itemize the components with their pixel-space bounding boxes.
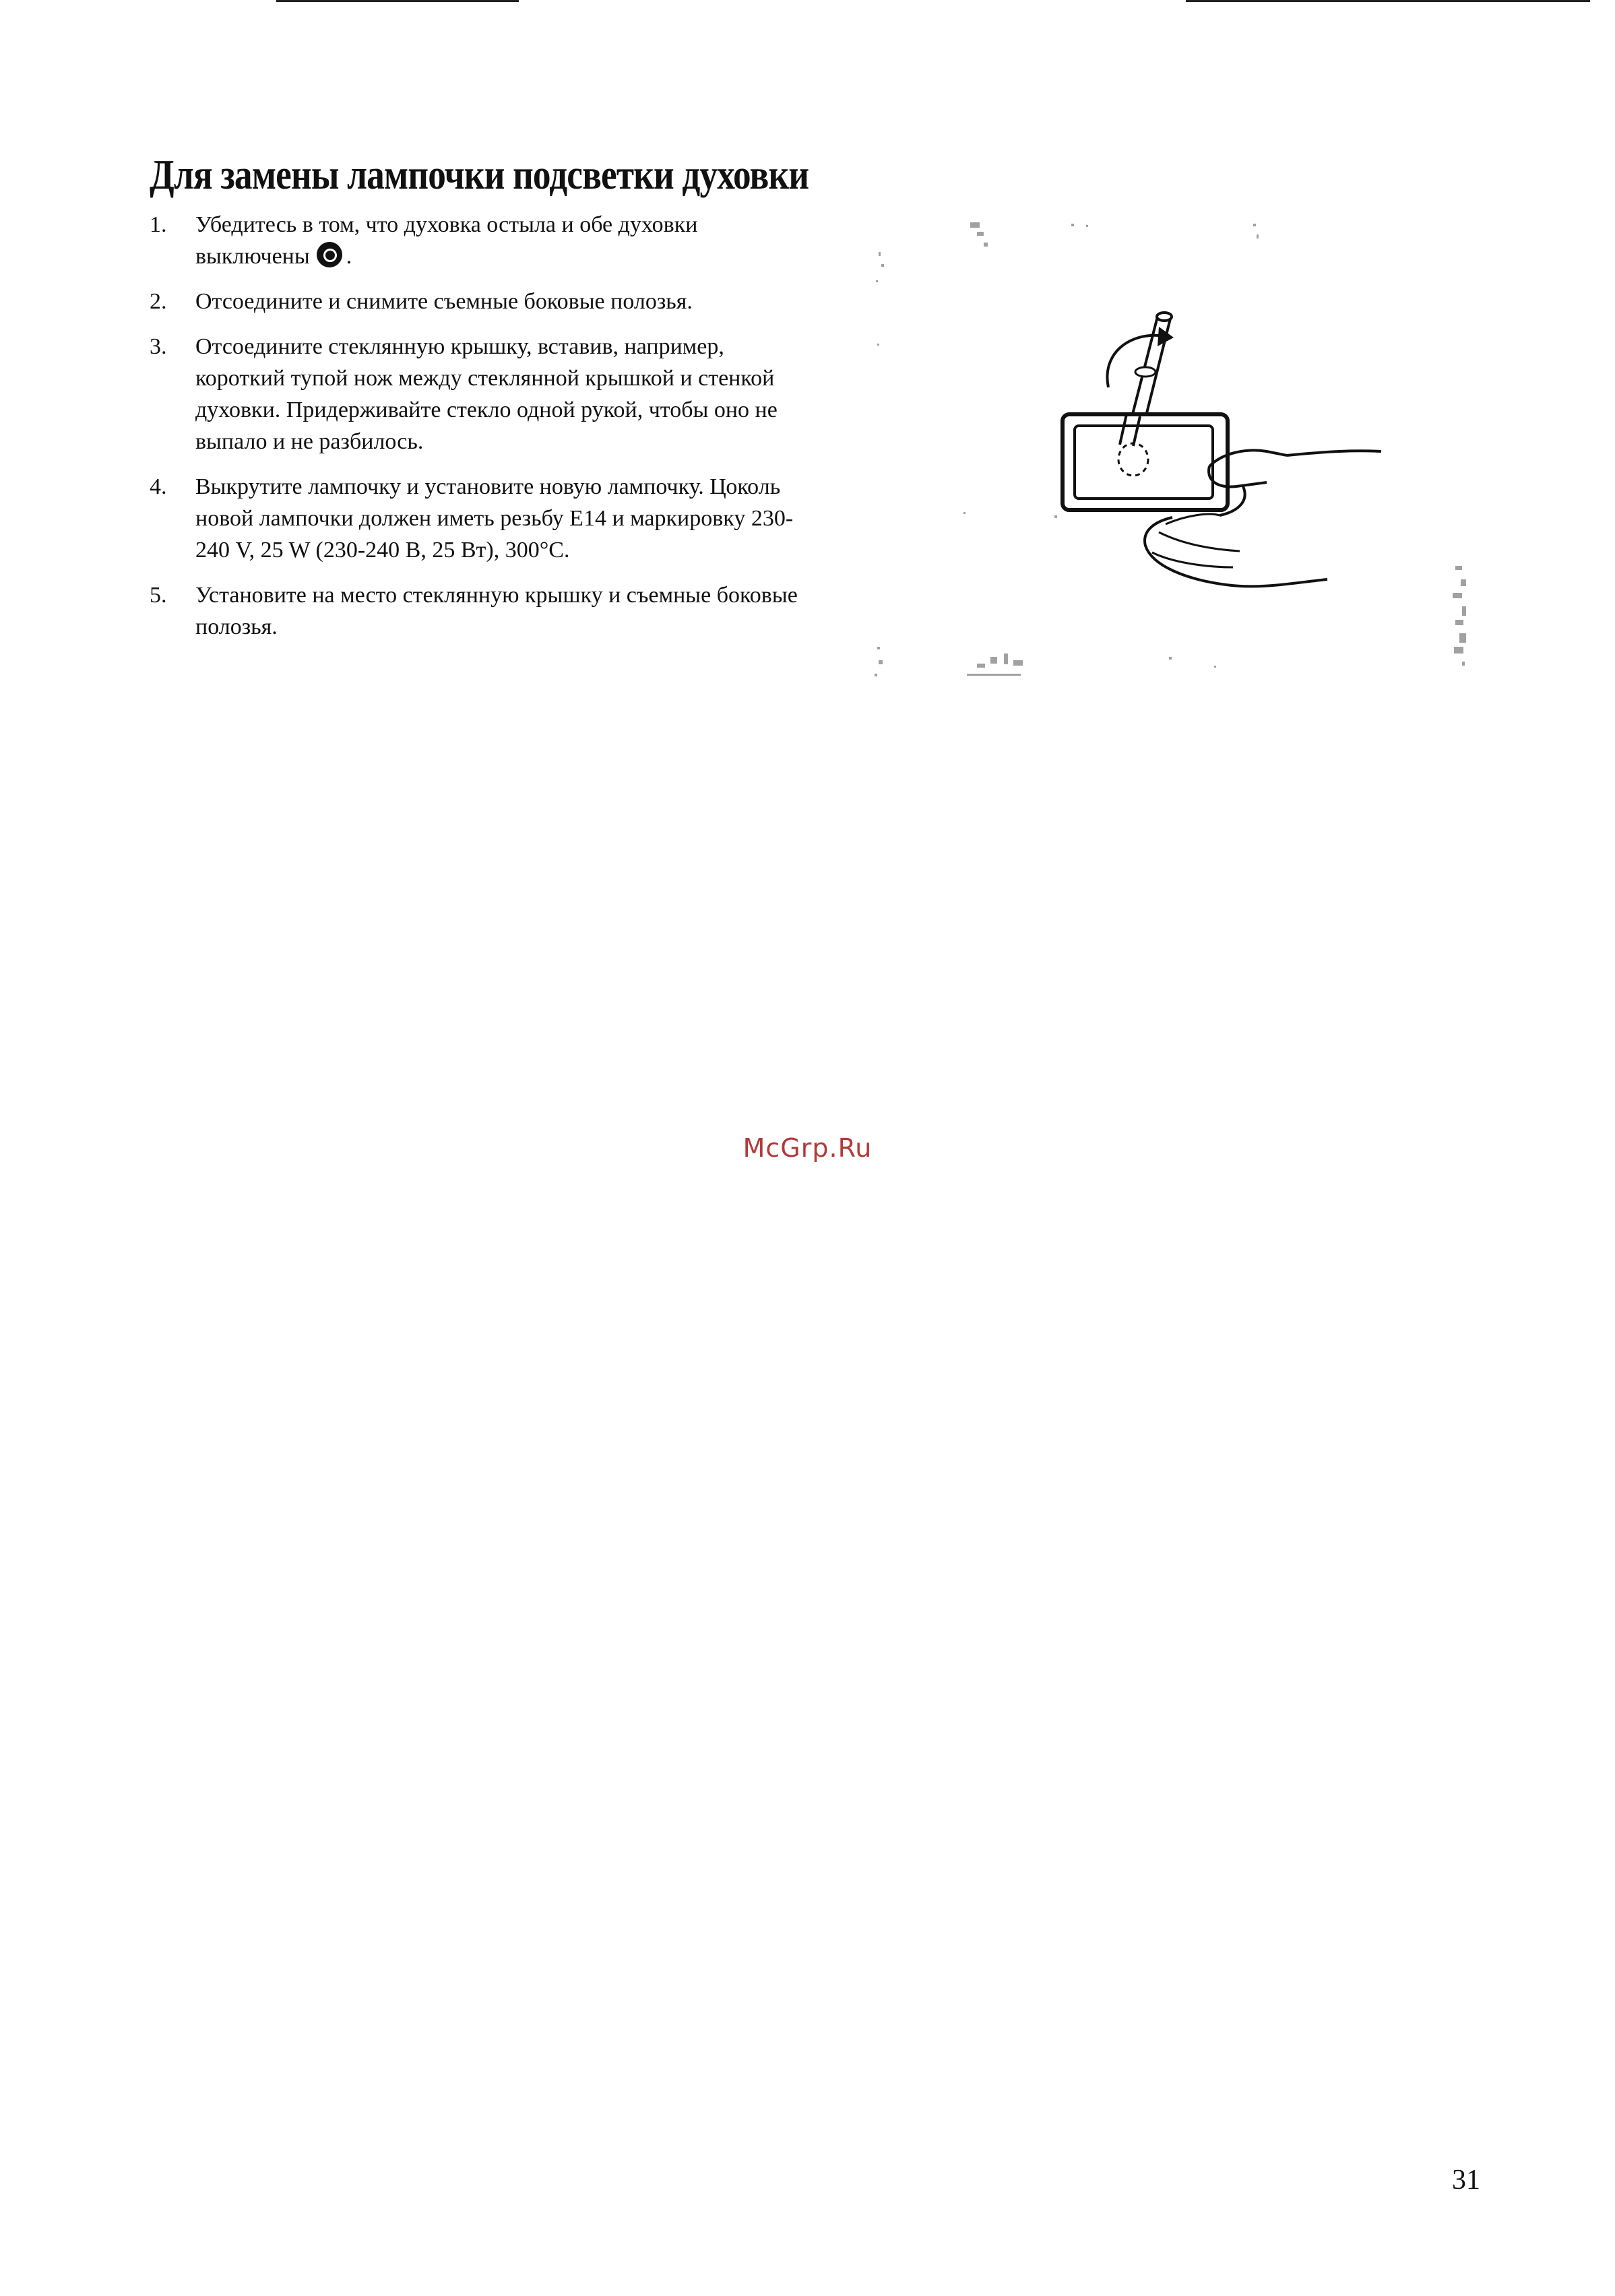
- watermark-text: McGrp.Ru: [742, 1133, 873, 1163]
- top-rule-left: [276, 0, 519, 2]
- step-text: Выкрутите лампочку и установите новую лампочку. Цоколь новой лампочки должен иметь резьбу E14 и маркировку 230-240 V, 25 W (230-240 В, 25 Вт), 300°C.: [195, 474, 794, 563]
- step-text-part: Убедитесь в том, что духовка остыла и обе духовки выключены: [195, 212, 698, 269]
- instruction-step: [150, 286, 823, 317]
- instruction-step: [150, 471, 823, 566]
- step-number: 2.: [150, 289, 167, 314]
- page-number: 31: [1452, 2165, 1480, 2196]
- instruction-step: [150, 579, 823, 643]
- section-heading: Для замены лампочки подсветки духовки: [150, 152, 809, 198]
- instruction-list: [150, 209, 823, 656]
- step-number: 4.: [150, 474, 167, 499]
- lamp-replacement-illustration: [869, 216, 1496, 687]
- oven-off-symbol-icon: [317, 242, 342, 267]
- step-number: 5.: [150, 583, 167, 608]
- step-number: 1.: [150, 212, 167, 237]
- step-number: 3.: [150, 334, 167, 359]
- top-rule-right: [1186, 0, 1590, 2]
- step-text-part: .: [346, 244, 352, 269]
- hand-unscrewing-lamp-icon: [869, 216, 1496, 687]
- instruction-step: [150, 331, 823, 457]
- step-text: Отсоедините стеклянную крышку, вставив, например, короткий тупой нож между стеклянной крышкой и стенкой духовки. Придерживайте стекло одной рукой, чтобы оно не выпало и не разбилось.: [195, 334, 778, 454]
- instruction-step: [150, 209, 823, 272]
- step-text: Установите на место стеклянную крышку и съемные боковые полозья.: [195, 583, 798, 639]
- step-text: [195, 209, 802, 272]
- step-text: Отсоедините и снимите съемные боковые полозья.: [195, 289, 693, 314]
